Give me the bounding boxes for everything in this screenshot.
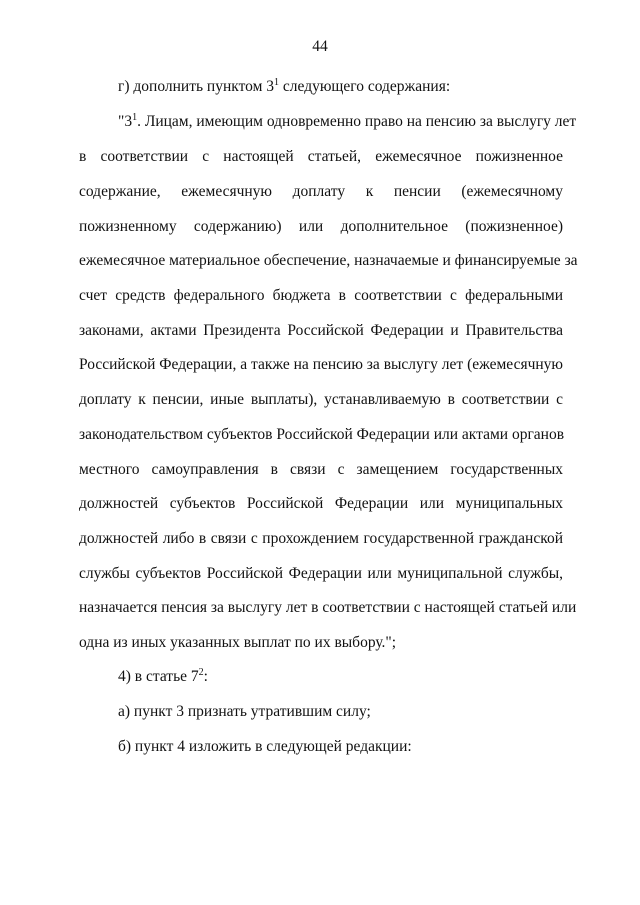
paragraph-line-1	[118, 78, 450, 96]
text-fragment: 4) в статье 7	[118, 668, 199, 685]
paragraph-line-5: пожизненному содержанию) или дополнительное (пожизненное)	[79, 218, 563, 235]
list-item-line	[118, 668, 208, 686]
paragraph-line-10: доплату к пенсии, иные выплаты), устанавливаемую в соответствии с	[79, 391, 563, 408]
text-fragment: . Лицам, имеющим одновременно право на пенсию за выслугу лет	[137, 113, 577, 130]
paragraph-line-13: должностей субъектов Российской Федерации или муниципальных	[79, 495, 563, 512]
list-item-line: а) пункт 3 признать утратившим силу;	[118, 703, 371, 720]
page-number: 44	[312, 38, 328, 55]
paragraph-line-4: содержание, ежемесячную доплату к пенсии (ежемесячному	[79, 183, 563, 200]
paragraph-line-15: службы субъектов Российской Федерации или муниципальной службы,	[79, 565, 563, 582]
paragraph-line-16: назначается пенсия за выслугу лет в соответствии с настоящей статьей или	[79, 599, 577, 616]
paragraph-line-8: законами, актами Президента Российской Федерации и Правительства	[79, 322, 563, 339]
paragraph-line-9: Российской Федерации, а также на пенсию за выслугу лет (ежемесячную	[79, 356, 563, 373]
paragraph-line-3: в соответствии с настоящей статьей, ежемесячное пожизненное	[79, 148, 563, 165]
superscript: 1	[132, 112, 138, 123]
paragraph-line-7: счет средств федерального бюджета в соответствии с федеральными	[79, 287, 563, 304]
paragraph-line-11: законодательством субъектов Российской Федерации или актами органов	[79, 426, 565, 443]
list-item-line: б) пункт 4 изложить в следующей редакции:	[118, 738, 412, 755]
paragraph-line-14: должностей либо в связи с прохождением государственной гражданской	[79, 530, 563, 547]
superscript: 2	[198, 667, 204, 678]
paragraph-line-2	[118, 112, 577, 131]
paragraph-line-17: одна из иных указанных выплат по их выбору.";	[79, 634, 397, 651]
superscript: 1	[274, 77, 280, 88]
paragraph-line-6: ежемесячное материальное обеспечение, назначаемые и финансируемые за	[79, 252, 578, 269]
paragraph-line-12: местного самоуправления в связи с замещением государственных	[79, 461, 563, 478]
text-fragment: :	[203, 668, 208, 685]
text-fragment: г) дополнить пунктом 3	[118, 78, 275, 95]
text-fragment: "3	[118, 113, 133, 130]
text-fragment: следующего содержания:	[279, 78, 451, 95]
